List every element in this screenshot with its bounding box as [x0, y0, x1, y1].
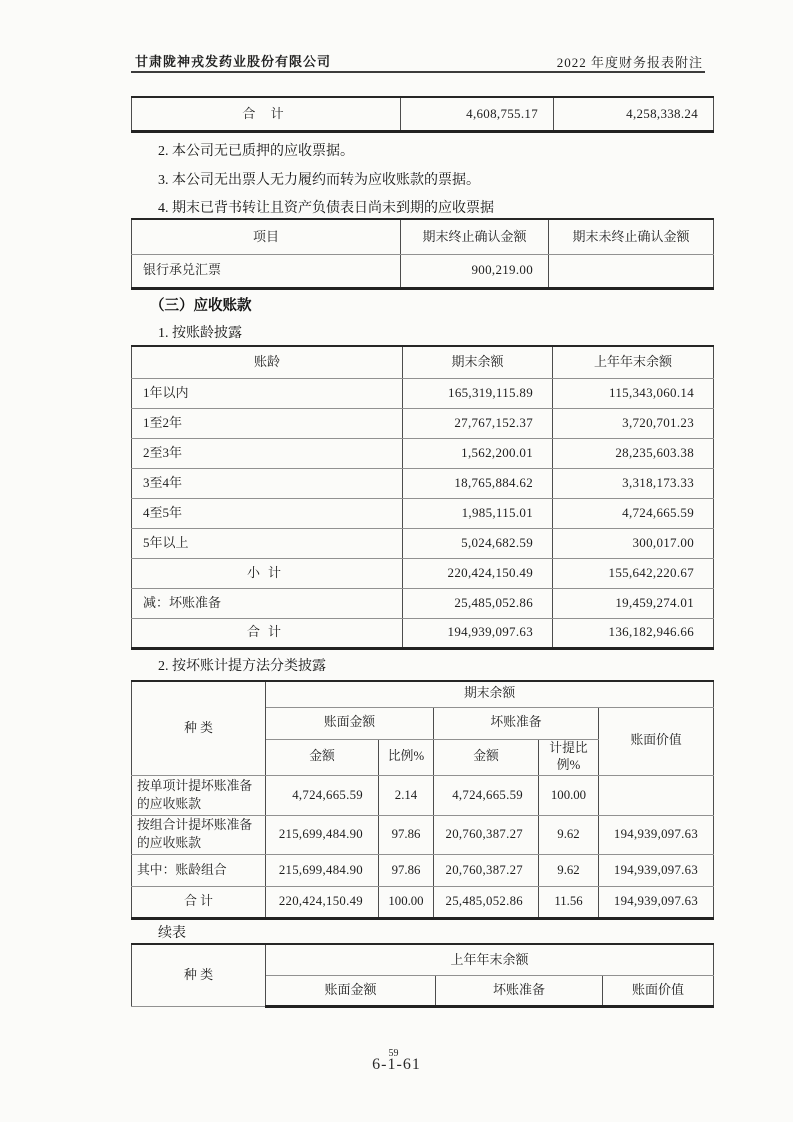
amount-cell-empty	[549, 254, 714, 288]
provision-method-table	[131, 680, 714, 920]
note-pledged: 2. 本公司无已质押的应收票据。	[158, 144, 354, 159]
amount-cell: 28,235,603.38	[553, 438, 714, 468]
column-header: 期末未终止确认金额	[549, 219, 714, 254]
page-number-main: 6-1-61	[372, 1056, 421, 1073]
amount-cell: 194,939,097.63	[403, 618, 553, 648]
note-endorsed: 4. 期末已背书转让且资产负债表日尚未到期的应收票据	[158, 201, 494, 216]
ratio-cell: 9.62	[539, 816, 599, 855]
amount-cell-empty	[599, 776, 714, 816]
row-label: 小计	[132, 558, 403, 588]
ratio-cell: 11.56	[539, 887, 599, 919]
table-row	[132, 528, 714, 558]
continued-label: 续表	[158, 926, 186, 941]
row-label: 合计	[132, 618, 403, 648]
table-row	[132, 378, 714, 408]
amount-cell: 194,939,097.63	[599, 855, 714, 887]
column-header-category: 种 类	[132, 944, 266, 1006]
row-label: 减：坏账准备	[132, 588, 403, 618]
row-label: 合 计	[132, 887, 266, 919]
table-row	[132, 588, 714, 618]
amount-cell: 18,765,884.62	[403, 468, 553, 498]
amount-cell: 1,985,115.01	[403, 498, 553, 528]
column-header-ratio: 比例%	[379, 739, 434, 776]
amount-cell: 25,485,052.86	[403, 588, 553, 618]
column-header-category: 种 类	[132, 681, 266, 776]
amount-cell: 25,485,052.86	[434, 887, 539, 919]
column-header-period-end: 期末余额	[266, 681, 714, 707]
column-header-prior-year: 上年年末余额	[266, 944, 714, 975]
column-header-book-amount: 账面金额	[266, 707, 434, 739]
provision-method-table-continued	[131, 943, 714, 1008]
table-header-row	[132, 219, 714, 254]
section-title: （三）应收账款	[150, 298, 252, 314]
amount-cell: 136,182,946.66	[553, 618, 714, 648]
column-header: 期末终止确认金额	[401, 219, 549, 254]
column-header-amount: 金额	[434, 739, 539, 776]
column-header-book-value: 账面价值	[603, 975, 714, 1006]
column-header-bad-debt: 坏账准备	[434, 707, 599, 739]
column-header-book-value: 账面价值	[599, 707, 714, 776]
ratio-cell: 100.00	[539, 776, 599, 816]
table-header-row	[132, 346, 714, 378]
column-header-book-amount: 账面金额	[266, 975, 436, 1006]
amount-cell: 20,760,387.27	[434, 855, 539, 887]
amount-cell: 215,699,484.90	[266, 855, 379, 887]
amount-cell: 165,319,115.89	[403, 378, 553, 408]
note-defaulted: 3. 本公司无出票人无力履约而转为应收账款的票据。	[158, 173, 480, 188]
row-label: 按单项计提坏账准备的应收账款	[132, 776, 266, 816]
column-header: 账龄	[132, 346, 403, 378]
row-label: 1年以内	[132, 378, 403, 408]
table-row	[132, 97, 714, 131]
table-row-subtotal	[132, 558, 714, 588]
table-row	[132, 468, 714, 498]
table-row	[132, 498, 714, 528]
row-label: 2至3年	[132, 438, 403, 468]
column-header-provision-ratio: 计提比例%	[539, 739, 599, 776]
row-label: 其中：账龄组合	[132, 855, 266, 887]
amount-cell: 155,642,220.67	[553, 558, 714, 588]
subsection-method: 2. 按坏账计提方法分类披露	[158, 659, 326, 674]
row-label: 5年以上	[132, 528, 403, 558]
table-row	[132, 776, 714, 816]
amount-cell: 4,608,755.17	[401, 97, 554, 131]
amount-cell: 3,318,173.33	[553, 468, 714, 498]
amount-cell: 220,424,150.49	[266, 887, 379, 919]
table-header-row	[132, 944, 714, 975]
table-row-total	[132, 887, 714, 919]
notes-receivable-total-table	[131, 96, 714, 133]
column-header-bad-debt: 坏账准备	[436, 975, 603, 1006]
amount-cell: 220,424,150.49	[403, 558, 553, 588]
amount-cell: 4,724,665.59	[553, 498, 714, 528]
row-label: 3至4年	[132, 468, 403, 498]
row-label: 合 计	[132, 97, 401, 131]
column-header: 期末余额	[403, 346, 553, 378]
report-title: 2022 年度财务报表附注	[556, 55, 703, 70]
table-row	[132, 438, 714, 468]
row-label: 4至5年	[132, 498, 403, 528]
page-number-small: 59	[388, 1048, 399, 1059]
table-header-row	[132, 681, 714, 707]
table-row-total	[132, 618, 714, 648]
amount-cell: 115,343,060.14	[553, 378, 714, 408]
page-number	[0, 1049, 793, 1074]
column-header: 上年年末余额	[553, 346, 714, 378]
amount-cell: 3,720,701.23	[553, 408, 714, 438]
amount-cell: 27,767,152.37	[403, 408, 553, 438]
amount-cell: 4,724,665.59	[266, 776, 379, 816]
amount-cell: 215,699,484.90	[266, 816, 379, 855]
amount-cell: 20,760,387.27	[434, 816, 539, 855]
amount-cell: 300,017.00	[553, 528, 714, 558]
row-label: 按组合计提坏账准备的应收账款	[132, 816, 266, 855]
row-label: 银行承兑汇票	[132, 254, 401, 288]
amount-cell: 194,939,097.63	[599, 887, 714, 919]
amount-cell: 19,459,274.01	[553, 588, 714, 618]
amount-cell: 1,562,200.01	[403, 438, 553, 468]
row-label: 1至2年	[132, 408, 403, 438]
subsection-aging: 1. 按账龄披露	[158, 326, 242, 341]
table-row	[132, 254, 714, 288]
column-header-amount: 金额	[266, 739, 379, 776]
amount-cell: 4,258,338.24	[554, 97, 714, 131]
ratio-cell: 97.86	[379, 855, 434, 887]
amount-cell: 194,939,097.63	[599, 816, 714, 855]
table-row	[132, 816, 714, 855]
amount-cell: 4,724,665.59	[434, 776, 539, 816]
table-row	[132, 408, 714, 438]
amount-cell: 5,024,682.59	[403, 528, 553, 558]
endorsed-notes-table	[131, 218, 714, 290]
column-header: 项目	[132, 219, 401, 254]
ratio-cell: 97.86	[379, 816, 434, 855]
ratio-cell: 9.62	[539, 855, 599, 887]
ratio-cell: 100.00	[379, 887, 434, 919]
amount-cell: 900,219.00	[401, 254, 549, 288]
header-rule	[131, 71, 705, 73]
company-name: 甘肃陇神戎发药业股份有限公司	[135, 54, 332, 69]
aging-table	[131, 345, 714, 650]
ratio-cell: 2.14	[379, 776, 434, 816]
table-row	[132, 855, 714, 887]
